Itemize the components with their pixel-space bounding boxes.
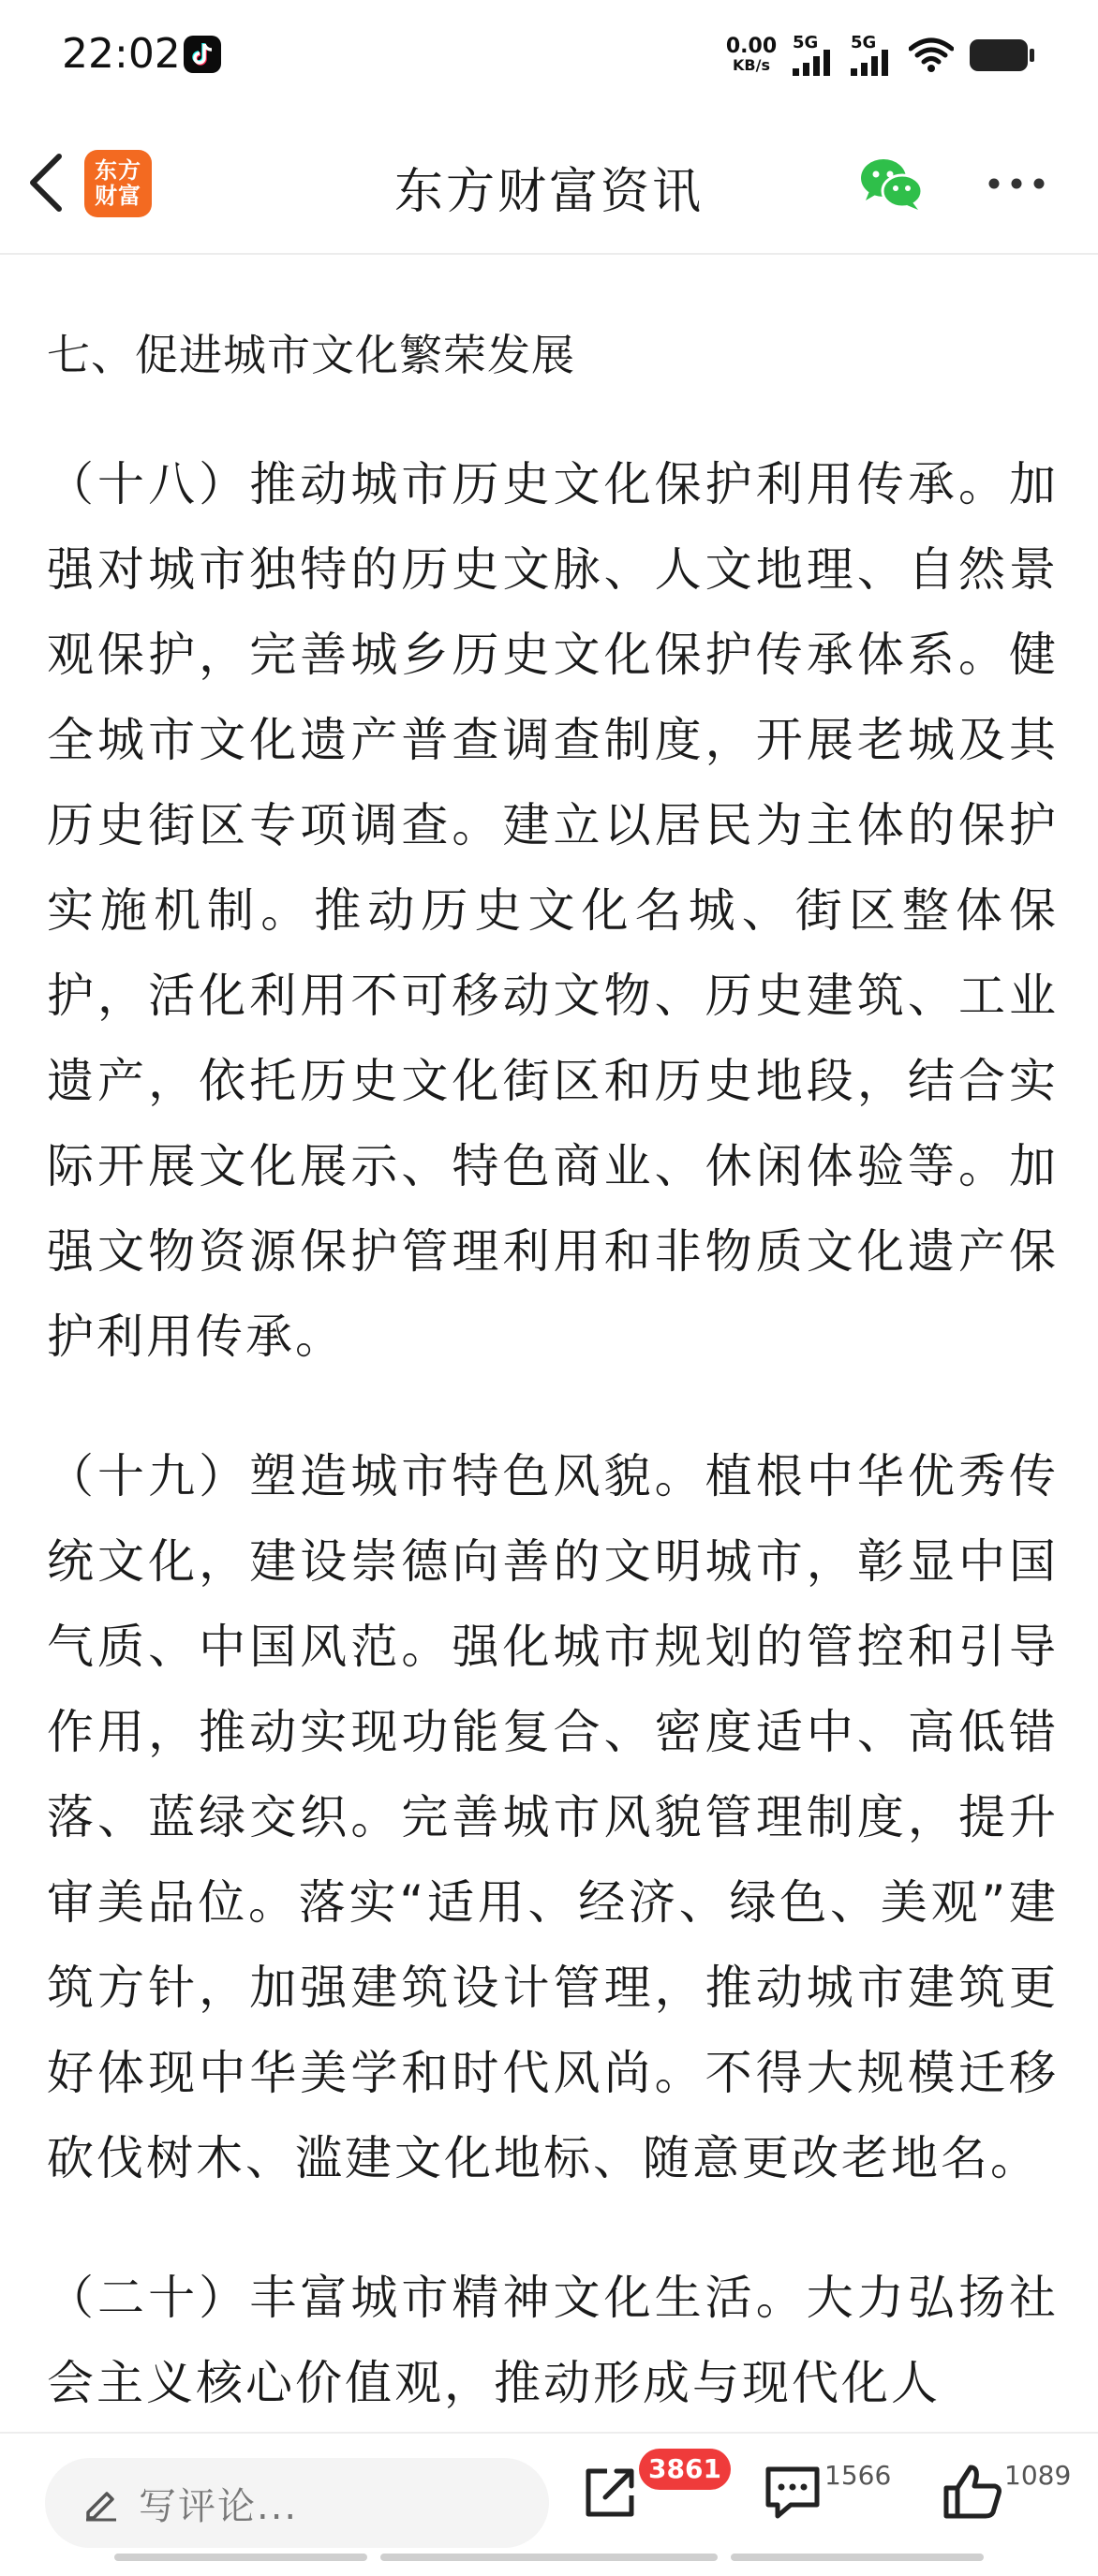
share-button[interactable] — [581, 2462, 641, 2522]
comments-button[interactable] — [763, 2462, 823, 2522]
comment-bubble-icon — [763, 2462, 823, 2522]
tiktok-notification-icon — [184, 36, 221, 73]
status-indicators — [725, 32, 1036, 79]
wechat-share-button[interactable] — [858, 154, 926, 214]
comment-input[interactable] — [45, 2458, 549, 2548]
app-logo-line2: 财富 — [95, 183, 141, 209]
article-body — [47, 253, 1059, 2435]
article-paragraph: （十九）塑造城市特色风貌。植根中华优秀传统文化，建设崇德向善的文明城市，彰显中国气质、中国风范。强化城市规划的管控和引导作用，推动实现功能复合、密度适中、高低错落、蓝绿交织。完善城市风貌管理制度，提升审美品位。落实“适用、经济、绿色、美观”建筑方针，加强建筑设计管理，推动城市建筑更好体现中华美学和时代风尚。不得大规模迁移砍伐树木、滥建文化地标、随意更改老地名。 — [47, 1449, 1059, 2185]
thumbs-up-icon — [942, 2462, 1004, 2522]
page-title: 东方财富资讯 — [393, 164, 704, 220]
share-count-badge: 3861 — [639, 2449, 731, 2490]
signal-sim1-label: 5G — [793, 33, 819, 52]
app-logo-line1: 东方 — [95, 157, 141, 184]
signal-sim1 — [793, 35, 836, 76]
network-speed-unit: KB/s — [733, 56, 770, 74]
app-header — [0, 112, 1098, 255]
wifi-icon — [909, 37, 954, 73]
status-time: 22:02 — [62, 30, 181, 78]
article-paragraph: （二十）丰富城市精神文化生活。大力弘扬社会主义核心价值观，推动形成与现代化人 — [47, 2271, 1059, 2410]
battery-icon — [969, 37, 1036, 73]
signal-sim2 — [851, 35, 894, 76]
signal-bars-icon — [851, 50, 894, 76]
more-dots-icon — [984, 165, 1049, 202]
article-paragraph: （十八）推动城市历史文化保护利用传承。加强对城市独特的历史文脉、人文地理、自然景观保护，完善城乡历史文化保护传承体系。健全城市文化遗产普查调查制度，开展老城及其历史街区专项调查。建立以居民为主体的保护实施机制。推动历史文化名城、街区整体保护，活化利用不可移动文物、历史建筑、工业遗产，依托历史文化街区和历史地段，结合实际开展文化展示、特色商业、休闲体验等。加强文物资源保护管理利用和非物质文化遗产保护利用传承。 — [47, 457, 1059, 1364]
pen-icon — [82, 2484, 120, 2522]
network-speed — [725, 37, 778, 74]
signal-sim2-label: 5G — [851, 33, 877, 52]
like-button[interactable] — [942, 2462, 1004, 2522]
comments-count: 1566 — [824, 2460, 892, 2491]
wechat-icon — [858, 154, 926, 214]
comment-placeholder: 写评论... — [139, 2484, 299, 2528]
likes-count: 1089 — [1004, 2460, 1072, 2491]
share-icon — [581, 2462, 641, 2522]
status-bar — [0, 0, 1098, 112]
more-options-button[interactable] — [984, 165, 1049, 202]
section-heading: 七、促进城市文化繁荣发展 — [47, 330, 575, 380]
signal-bars-icon — [793, 50, 836, 76]
network-speed-value: 0.00 — [725, 35, 778, 58]
gesture-bar — [0, 2554, 1098, 2563]
bottom-action-bar — [0, 2432, 1098, 2576]
